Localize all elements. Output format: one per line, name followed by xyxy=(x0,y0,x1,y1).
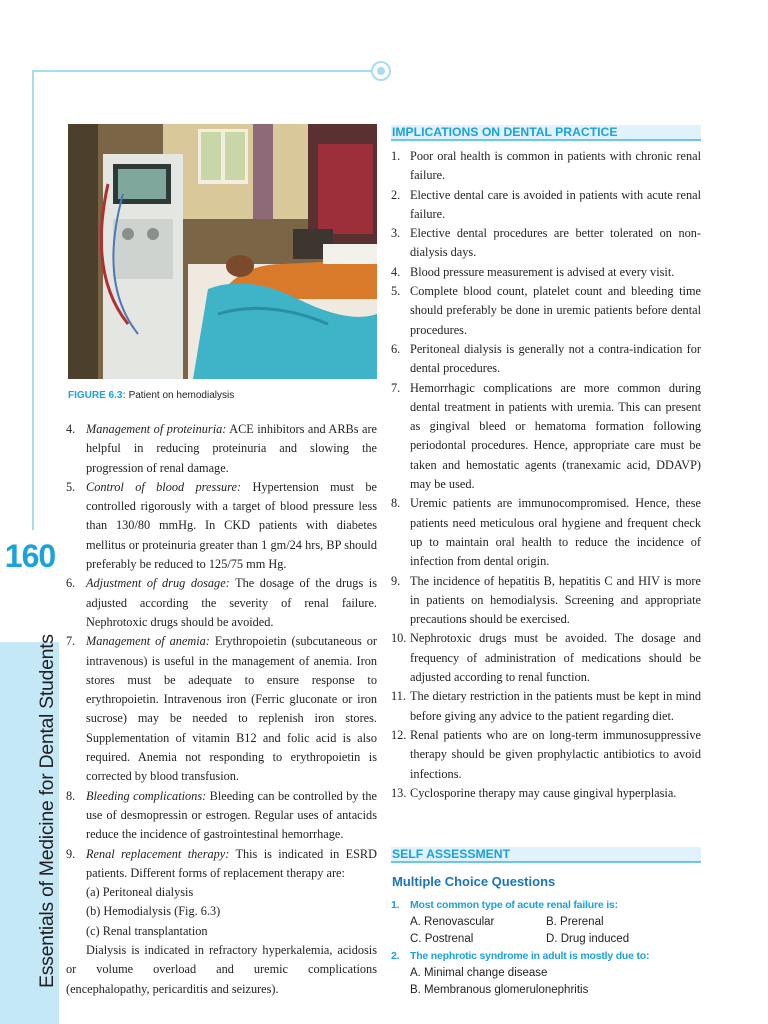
item-term: Management of proteinuria: xyxy=(86,422,227,436)
list-item xyxy=(391,726,701,784)
list-item xyxy=(66,574,377,632)
item-number: 6. xyxy=(66,576,76,591)
item-number: 8. xyxy=(66,788,76,803)
hemodialysis-photo xyxy=(68,124,377,379)
item-text: The incidence of hepatitis B, hepatitis C and HIV is more in patients on hemodialysis. Screening and appropriate precautions should be exercised. xyxy=(410,573,701,627)
mcq-heading: Multiple Choice Questions xyxy=(392,874,556,889)
item-text: This is indicated in ESRD patients. Different forms of replacement therapy are: xyxy=(86,846,377,880)
item-number: 6. xyxy=(391,341,401,356)
item-number: 3. xyxy=(391,226,401,241)
therapy-form: (a) Peritoneal dialysis xyxy=(86,885,194,900)
figure-caption xyxy=(68,390,234,401)
self-assessment-heading: SELF ASSESSMENT xyxy=(391,847,701,863)
item-text: Bleeding can be controlled by the use of desmopressin or estrogen. Regular uses of antacids reduce the incidence of gastrointestinal hemorrhage. xyxy=(86,788,377,842)
item-text: Uremic patients are immunocompromised. Hence, these patients need meticulous oral hygiene and frequent check up to maintain oral health to reduce the incidence of infection from dental origin. xyxy=(410,496,701,569)
item-text: Elective dental procedures are better tolerated on non-dialysis days. xyxy=(410,226,701,260)
figure-caption-text: Patient on hemodialysis xyxy=(128,390,235,401)
answer-option[interactable]: A. Minimal change disease xyxy=(410,967,548,979)
list-item xyxy=(391,282,701,340)
item-number: 12. xyxy=(391,727,407,742)
list-item xyxy=(66,420,377,478)
frame-top-line xyxy=(33,70,377,72)
item-number: 7. xyxy=(391,380,401,395)
item-text: Hemorrhagic complications are more common during dental treatment in patients with uremia. This can present as gingival bleed or hematoma formation following periodontal procedures. Hence, appropriate care must be taken and hemostatic agents (tranexamic acid, DDAVP) may be used. xyxy=(410,380,701,492)
list-item xyxy=(391,224,701,263)
item-text: Erythropoietin (subcutaneous or intravenous) is useful in the management of anemia. Iron stores must be adequate to ensure response to erythropoietin. Intravenous iron (Ferric gluconate or iron sucrose) may be needed to replenish iron stores. Supplementation of vitamin B12 and folic acid is also required. Anemia not responding to erythropoietin is corrected by blood transfusion. xyxy=(86,634,378,784)
question-number: 1. xyxy=(391,899,400,911)
item-number: 5. xyxy=(66,479,76,494)
item-term: Adjustment of drug dosage: xyxy=(86,576,230,591)
book-title-vertical: Essentials of Medicine for Dental Students xyxy=(36,634,58,988)
list-item xyxy=(391,629,701,687)
item-text: Peritoneal dialysis is generally not a contra-indication for dental procedures. xyxy=(410,341,701,376)
item-number: 2. xyxy=(391,187,401,202)
item-number: 9. xyxy=(66,846,76,861)
list-item xyxy=(66,787,377,845)
item-text: Elective dental care is avoided in patients with acute renal failure. xyxy=(410,187,701,221)
item-number: 11. xyxy=(391,689,406,704)
item-number: 4. xyxy=(66,422,76,436)
item-text: Poor oral health is common in patients with chronic renal failure. xyxy=(410,149,701,183)
item-number: 8. xyxy=(391,496,401,511)
item-term: Renal replacement therapy: xyxy=(86,846,230,861)
question-number: 2. xyxy=(391,950,400,962)
item-number: 9. xyxy=(391,573,401,588)
item-text: Renal patients who are on long-term immunosuppressive therapy should be given prophylactic antibiotics to avoid infections. xyxy=(410,727,701,781)
list-item xyxy=(66,632,377,786)
list-item xyxy=(391,494,701,571)
item-number: 7. xyxy=(66,634,76,649)
list-item xyxy=(391,687,701,726)
list-item xyxy=(66,478,377,574)
item-term: Control of blood pressure: xyxy=(86,479,242,494)
item-number: 4. xyxy=(391,264,401,279)
frame-ornament-circle xyxy=(371,61,391,81)
mcq-question xyxy=(391,948,701,999)
list-item xyxy=(66,845,377,884)
item-term: Management of anemia: xyxy=(86,634,210,649)
item-text: ACE inhibitors and ARBs are helpful in reducing proteinuria and slowing the progression of renal damage. xyxy=(86,422,377,475)
question-text: The nephrotic syndrome in adult is mostly due to: xyxy=(410,950,650,962)
list-item xyxy=(391,147,701,186)
item-number: 5. xyxy=(391,284,401,299)
list-item xyxy=(391,186,701,225)
list-item xyxy=(391,572,701,630)
answer-option[interactable]: A. Renovascular xyxy=(410,916,495,928)
page-number: 160 xyxy=(2,530,58,582)
figure-label: FIGURE 6.3: xyxy=(68,390,126,401)
implications-heading: IMPLICATIONS ON DENTAL PRACTICE xyxy=(391,125,701,141)
therapy-form: (b) Hemodialysis (Fig. 6.3) xyxy=(86,904,221,919)
list-item xyxy=(391,379,701,495)
list-item xyxy=(391,263,701,282)
item-number: 10. xyxy=(391,631,407,646)
item-number: 1. xyxy=(391,149,401,163)
item-text: The dosage of the drugs is adjusted according the severity of renal failure. Nephrotoxic drugs should be avoided. xyxy=(86,576,377,629)
item-term: Bleeding complications: xyxy=(86,788,207,803)
implications-list xyxy=(391,147,701,803)
frame-left-line xyxy=(32,70,34,550)
item-text: Blood pressure measurement is advised at every visit. xyxy=(410,264,675,279)
answer-option[interactable]: D. Drug induced xyxy=(546,933,630,945)
answer-option[interactable]: C. Postrenal xyxy=(410,933,474,945)
item-text: Hypertension must be controlled rigorously with a target of blood pressure less than 130/80 mmHg. In CKD patients with diabetes mellitus or proteinuria greater than 1 gm/24 hrs, BP should preferably be reduced to 125/75 mm Hg. xyxy=(86,479,377,572)
mcq-question xyxy=(391,897,701,948)
item-text: Complete blood count, platelet count and bleeding time should preferably be done in uremic patients before dental procedures. xyxy=(410,284,701,337)
item-text: The dietary restriction in the patients must be kept in mind before giving any advice to the patient regarding diet. xyxy=(410,689,701,723)
answer-option[interactable]: B. Prerenal xyxy=(546,916,604,928)
answer-option[interactable]: B. Membranous glomerulonephritis xyxy=(410,984,589,996)
item-text: Cyclosporine therapy may cause gingival hyperplasia. xyxy=(410,785,677,800)
item-number: 13. xyxy=(391,785,407,800)
item-text: Nephrotoxic drugs must be avoided. The dosage and frequency of administration of medications should be adjusted according to renal function. xyxy=(410,631,701,685)
question-text: Most common type of acute renal failure is: xyxy=(410,899,618,911)
list-item xyxy=(391,340,701,379)
dialysis-paragraph: Dialysis is indicated in refractory hyperkalemia, acidosis or volume overload and uremic complications (encephalopathy, pericarditis and seizures). xyxy=(66,943,377,996)
therapy-form: (c) Renal transplantation xyxy=(86,923,208,938)
list-item xyxy=(391,784,701,803)
left-column xyxy=(66,420,377,999)
